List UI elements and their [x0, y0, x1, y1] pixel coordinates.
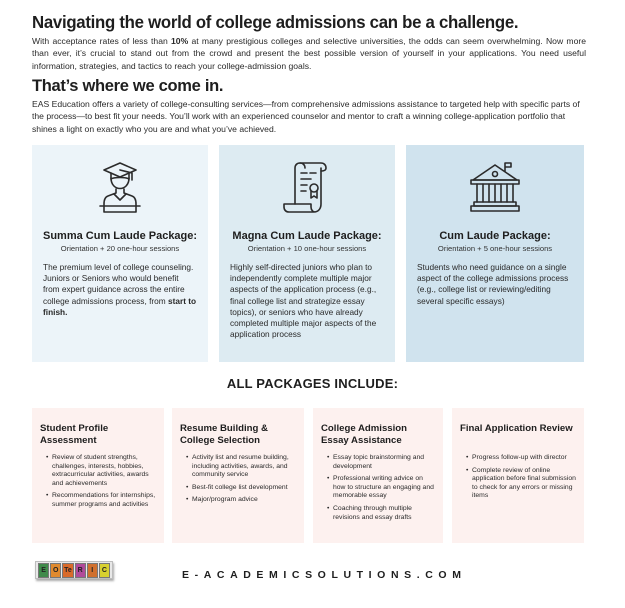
diploma-scroll-icon [277, 158, 337, 218]
intro-text-end: at many prestigious colleges and selective universities, the odds can seem overwhelming. Now more than ever, it’s crucial to stand out from the crowd and present the best possible version of yourself in your applications. You need useful information, strategies, and tactics to reach your college-admission goals. [32, 36, 587, 71]
logo-tile: Te [62, 563, 73, 578]
about-paragraph: EAS Education offers a variety of college-consulting services—from comprehensive admissions assistance to targeted help with specific parts of the process—to best fit your needs. You’ll work with an experienced counselor and mentor to craft a winning college-application portfolio that shines a light on exactly who you are and what you’ve achieved. [32, 99, 580, 134]
include-list [460, 454, 576, 501]
acceptance-rate-highlight: 10% [171, 36, 189, 46]
website-link[interactable]: E-ACADEMICSOLUTIONS.COM [182, 569, 467, 581]
include-bullet: • Professional writing advice on how to structure an engaging and memorable essay [327, 475, 435, 501]
include-bullet: • Activity list and resume building, including activities, awards, and community service [186, 454, 296, 480]
include-title: Student Profile Assessment [40, 423, 109, 446]
university-building-icon [465, 158, 525, 218]
logo-tile: E [38, 563, 49, 578]
package-description-highlight: start to finish. [43, 295, 197, 317]
include-card [32, 408, 164, 543]
include-list [180, 454, 296, 505]
package-title: Summa Cum Laude Package: [43, 230, 198, 242]
include-list [40, 454, 156, 510]
package-sessions: Orientation + 20 one-hour sessions [60, 244, 180, 253]
logo-tile: R [75, 563, 86, 578]
all-packages-heading: ALL PACKAGES INCLUDE: [226, 376, 399, 391]
graduate-icon [90, 158, 150, 218]
include-bullet: • Coaching through multiple revisions and essay drafts [327, 505, 435, 522]
logo-tile: I [87, 563, 98, 578]
include-card [172, 408, 304, 543]
include-title: Resume Building & College Selection [180, 423, 268, 446]
esoteric-logo [35, 561, 113, 579]
package-sessions: Orientation + 5 one-hour sessions [437, 244, 553, 253]
package-description: Students who need guidance on a single aspect of the college admissions process (e.g., college list or reviewing/editing several specific essays) [417, 262, 569, 306]
intro-paragraph [32, 35, 586, 72]
include-card [452, 408, 584, 543]
intro-text-start: With acceptance rates of less than [32, 36, 172, 46]
package-sessions: Orientation + 10 one-hour sessions [247, 244, 367, 253]
package-title: Cum Laude Package: [439, 230, 551, 242]
intro-heading: Navigating the world of college admissions can be a challenge. [32, 12, 519, 32]
logo-tile: C [99, 563, 110, 578]
include-bullet: • Essay topic brainstorming and development [327, 454, 435, 471]
about-heading: That’s where we come in. [32, 77, 224, 95]
package-card-summa [32, 145, 208, 362]
include-bullet: • Complete review of online application before final submission to check for any errors or missing items [466, 467, 576, 501]
include-bullet: • Progress follow-up with director [466, 454, 576, 463]
include-bullet: • Major/program advice [186, 496, 296, 505]
package-description [43, 262, 197, 318]
logo-tile: O [50, 563, 61, 578]
package-card-magna [219, 145, 395, 362]
package-description: Highly self-directed juniors who plan to independently complete multiple major aspects of the application process (e.g., final college list and strategize essay topics), or seniors who have already completed multiple major aspects of the application process [230, 262, 377, 340]
include-title: Final Application Review [460, 423, 573, 434]
include-bullet: • Recommendations for internships, summer programs and activities [46, 492, 156, 509]
package-title: Magna Cum Laude Package: [232, 230, 382, 242]
include-bullet: • Best-fit college list development [186, 484, 296, 493]
include-list [321, 454, 435, 522]
include-title: College Admission Essay Assistance [321, 423, 408, 446]
package-card-cum-laude [406, 145, 584, 362]
package-description-text: The premium level of college counseling. Juniors or Seniors who would benefit from expert guidance across the entire college admissions process, from [43, 262, 194, 306]
include-bullet: • Review of student strengths, challenges, interests, hobbies, extracurricular activities, awards and achievements [46, 454, 156, 488]
include-card [313, 408, 443, 543]
